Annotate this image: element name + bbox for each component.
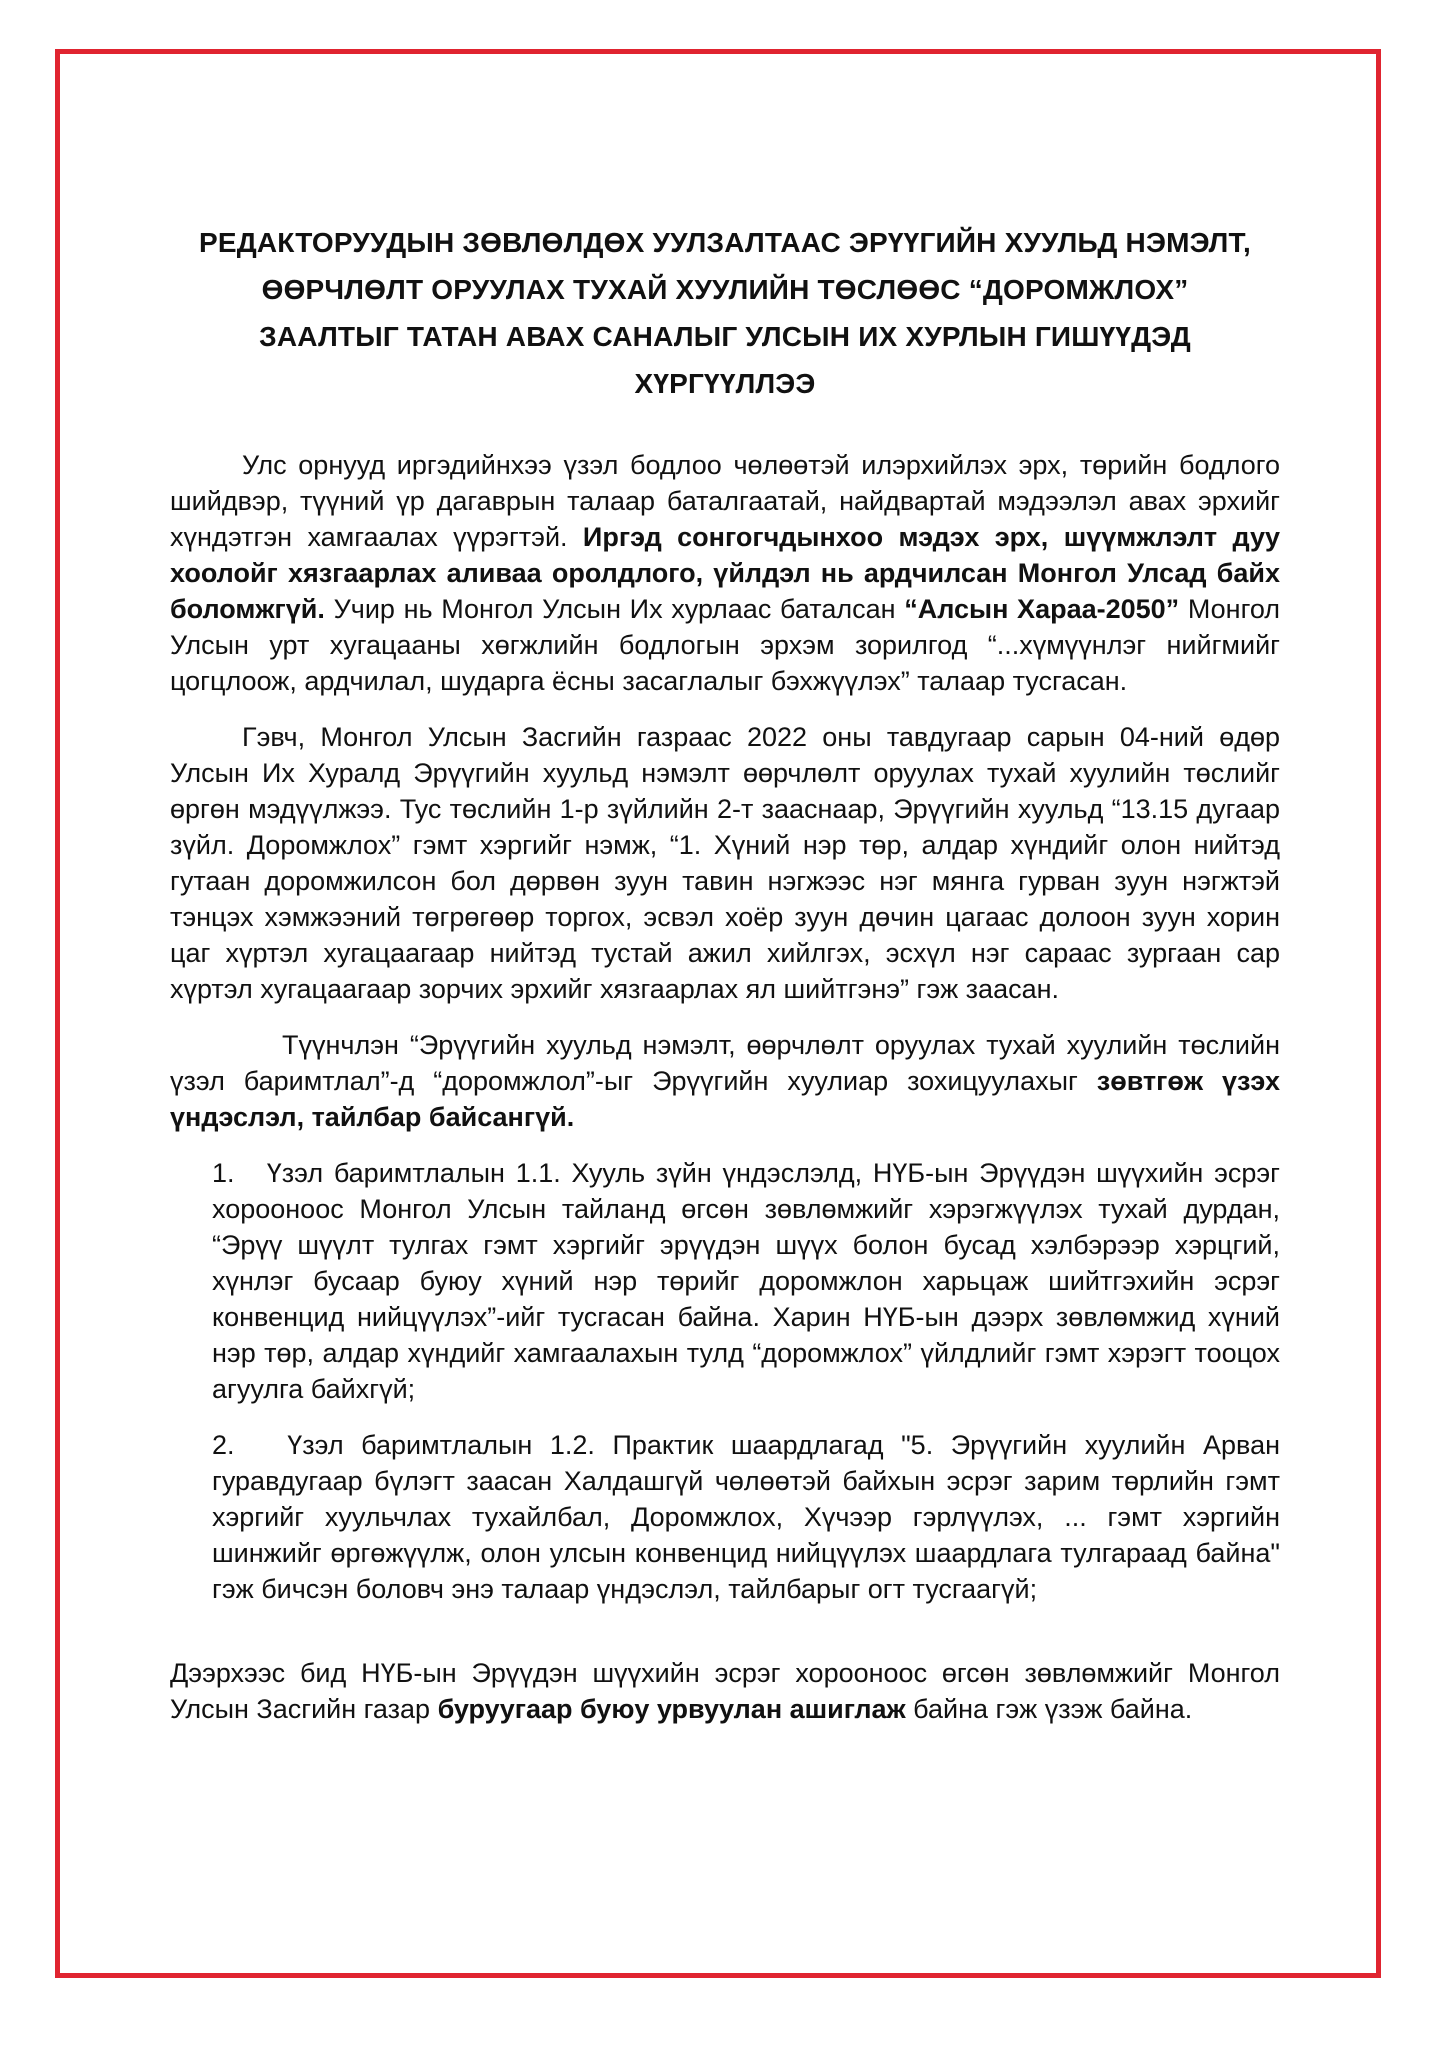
title-line: РЕДАКТОРУУДЫН ЗӨВЛӨЛДӨХ УУЛЗАЛТААС ЭРҮҮГИЙН ХУУЛЬД НЭМЭЛТ, — [198, 227, 1251, 258]
list-item-2 — [212, 1427, 1280, 1607]
text-segment: Учир нь Монгол Улсын Их хурлаас баталсан — [324, 594, 905, 624]
paragraph-2 — [170, 719, 1280, 1007]
text-segment: 1. Үзэл баримтлалын 1.1. Хууль зүйн үндэслэлд, НҮБ-ын Эрүүдэн шүүхийн эсрэг хорооноос Монгол Улсын тайланд өгсөн зөвлөмжийг хэрэгжүүлэх тухай дурдан, “Эрүү шүүлт тулгах гэмт хэргийг эрүүдэн шүүх болон бусад хэлбэрээр хэрцгий, хүнлэг бусаар буюу хүний нэр төрийг доромжлон харьцаж шийтгэхийн эсрэг конвенцид нийцүүлэх”-ийг тусгасан байна. Харин НҮБ-ын дээрх зөвлөмжид хүний нэр төр, алдар хүндийг хамгаалахын тулд “доромжлох” үйлдлийг гэмт хэрэгт тооцох агуулга байхгүй; — [212, 1158, 1280, 1404]
text-segment: Дээрхээс бид НҮБ-ын Эрүүдэн шүүхийн эсрэг хорооноос өгсөн зөвлөмжийг Монгол Улсын Засгийн газар — [170, 1658, 1280, 1724]
document-content — [170, 219, 1280, 1747]
document-body — [170, 447, 1280, 1727]
text-segment: байна гэж үзэж байна. — [905, 1694, 1193, 1724]
text-segment: Түүнчлэн “Эрүүгийн хуульд нэмэлт, өөрчлөлт оруулах тухай хуулийн төслийн үзэл баримтлал”-д “доромжлол”-ыг Эрүүгийн хуулиар зохицуулахыг — [170, 1030, 1280, 1096]
text-segment: Улс орнууд иргэдийнхээ үзэл бодлоо чөлөөтэй илэрхийлэх эрх, төрийн бодлого шийдвэр, түүний үр дагаврын талаар баталгаатай, найдвартай мэдээлэл авах эрхийг хүндэтгэн хамгаалах үүрэгтэй. — [170, 450, 1280, 552]
bold-text-segment: буруугаар буюу урвуулан ашиглаж — [437, 1694, 906, 1724]
paragraph-3 — [170, 1027, 1280, 1135]
text-segment: Гэвч, Монгол Улсын Засгийн газраас 2022 оны тавдугаар сарын 04-ний өдөр Улсын Их Хуралд Эрүүгийн хуульд нэмэлт өөрчлөлт оруулах тухай хуулийн төслийг өргөн мэдүүлжээ. Тус төслийн 1-р зүйлийн 2-т зааснаар, Эрүүгийн хуульд “13.15 дугаар зүйл. Доромжлох” гэмт хэргийг нэмж, “1. Хүний нэр төр, алдар хүндийг олон нийтэд гутаан доромжилсон бол дөрвөн зуун тавин нэгжээс нэг мянга гурван зуун нэгжтэй тэнцэх хэмжээний төгрөгөөр торгох, эсвэл хоёр зуун дөчин цагаас долоон зуун хорин цаг хүртэл хугацаагаар нийтэд тустай ажил хийлгэх, эсхүл нэг сараас зургаан сар хүртэл хугацаагаар зорчих эрхийг хязгаарлах ял шийтгэнэ” гэж заасан. — [170, 722, 1280, 1004]
title-line: ХҮРГҮҮЛЛЭЭ — [634, 368, 816, 399]
title-line: ЗААЛТЫГ ТАТАН АВАХ САНАЛЫГ УЛСЫН ИХ ХУРЛЫН ГИШҮҮДЭД — [259, 321, 1191, 352]
text-segment: 2. Үзэл баримтлалын 1.2. Практик шаардлагад "5. Эрүүгийн хуулийн Арван гуравдугаар бүлэгт заасан Халдашгүй чөлөөтэй байхын эсрэг зарим төрлийн гэмт хэргийг хуульчлах тухайлбал, Доромжлох, Хүчээр гэрлүүлэх, ... гэмт хэргийн шинжийг өргөжүүлж, олон улсын конвенцид нийцүүлэх шаардлага тулгараад байна" гэж бичсэн боловч энэ талаар үндэслэл, тайлбарыг огт тусгаагүй; — [212, 1430, 1280, 1604]
red-border-frame — [55, 49, 1381, 1978]
bold-text-segment: Иргэд сонгогчдынхоо мэдэх эрх, шүүмжлэлт дуу хоолойг хязгаарлах аливаа оролдлого, үйлдэл нь ардчилсан Монгол Улсад байх боломжгүй. — [170, 522, 1280, 624]
bold-text-segment: “Алсын Хараа-2050” — [904, 594, 1180, 624]
title-line: ӨӨРЧЛӨЛТ ОРУУЛАХ ТУХАЙ ХУУЛИЙН ТӨСЛӨӨС “ДОРОМЖЛОХ” — [261, 274, 1189, 305]
document-title — [170, 219, 1280, 407]
list-item-1 — [212, 1155, 1280, 1407]
closing-paragraph — [170, 1655, 1280, 1727]
bold-text-segment: зөвтгөж үзэх үндэслэл, тайлбар байсангүй. — [170, 1066, 1280, 1132]
text-segment: Монгол Улсын урт хугацааны хөгжлийн бодлогын эрхэм зорилгод “...хүмүүнлэг нийгмийг цогцлоож, ардчилал, шударга ёсны засаглалыг бэхжүүлэх” талаар тусгасан. — [170, 594, 1281, 696]
paragraph-1 — [170, 447, 1280, 699]
